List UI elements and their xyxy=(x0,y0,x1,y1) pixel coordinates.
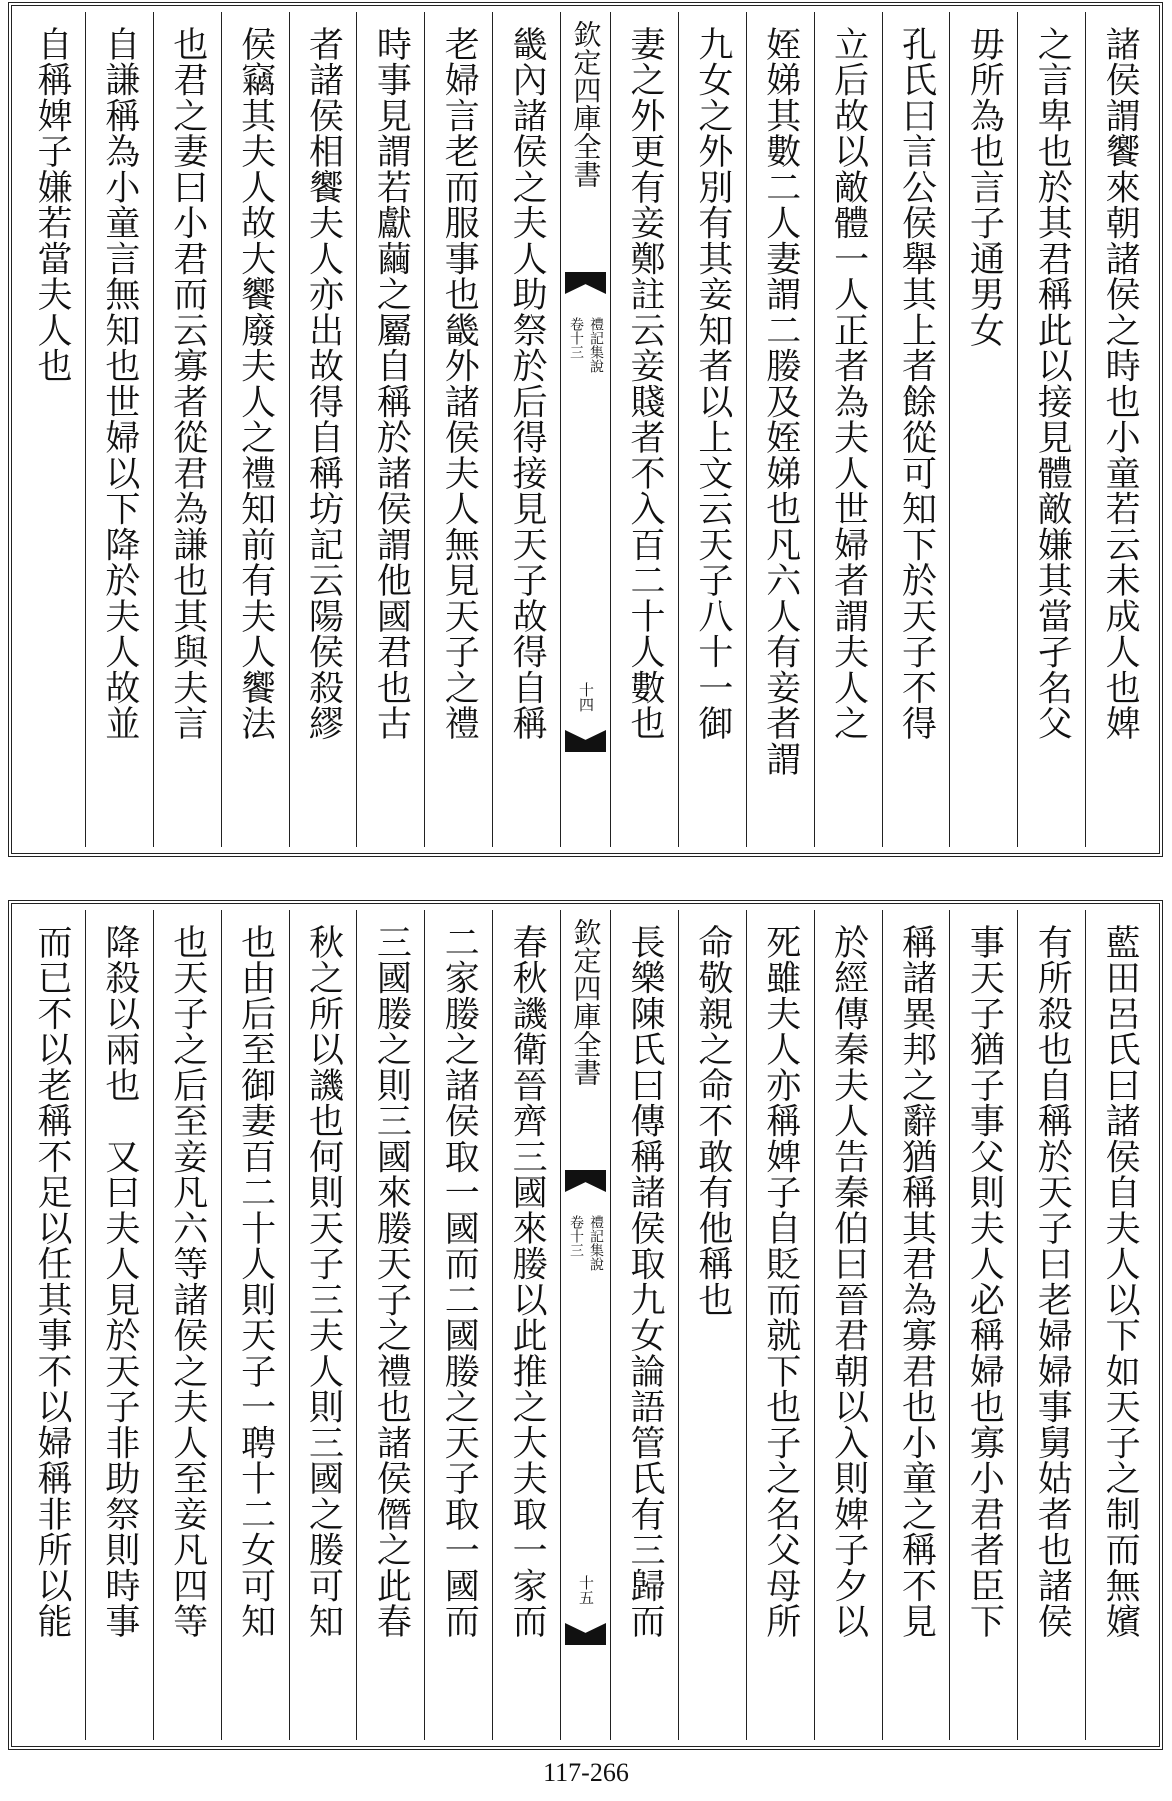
page-top xyxy=(8,2,1163,857)
text-column: 立后故以敵體一人正者為夫人世婦者謂夫人之 xyxy=(814,12,882,847)
text-column: 死雖夫人亦稱婢子自貶而就下也子之名父母所 xyxy=(746,910,814,1740)
center-gutter xyxy=(560,910,610,1740)
text-column: 降殺以兩也 又曰夫人見於天子非助祭則時事 xyxy=(85,910,153,1740)
text-column: 二家媵之諸侯取一國而二國媵之天子取一國而 xyxy=(424,910,492,1740)
text-column: 老婦言老而服事也畿外諸侯夫人無見天子之禮 xyxy=(424,12,492,847)
text-column: 三國媵之則三國來媵天子之禮也諸侯僭之此春 xyxy=(356,910,424,1740)
text-column: 也由后至御妻百二十人則天子一聘十二女可知 xyxy=(221,910,289,1740)
text-column: 姪娣其數二人妻謂二媵及姪娣也凡六人有妾者謂 xyxy=(746,12,814,847)
text-column: 之言卑也於其君稱此以接見體敵嫌其當孑名父 xyxy=(1017,12,1085,847)
text-column: 孔氏曰言公侯舉其上者餘從可知下於天子不得 xyxy=(882,12,950,847)
text-column: 長樂陳氏曰傳稱諸侯取九女論語管氏有三歸而 xyxy=(610,910,678,1740)
text-columns xyxy=(18,12,1153,847)
volume-number: 卷十三 xyxy=(568,317,584,359)
text-column: 而已不以老稱不足以任其事不以婦稱非所以能 xyxy=(31,924,72,1639)
text-column: 侯竊其夫人故大饗廢夫人之禮知前有夫人饗法 xyxy=(221,12,289,847)
text-column: 九女之外別有其妾知者以上文云天子八十一御 xyxy=(678,12,746,847)
book-name: 禮記集說 xyxy=(588,1215,604,1271)
text-column: 於經傳秦夫人告秦伯曰晉君朝以入則婢子夕以 xyxy=(814,910,882,1740)
book-name: 禮記集說 xyxy=(588,317,604,373)
gutter-title: 欽定四庫全書 xyxy=(569,918,603,1086)
page-bottom xyxy=(8,900,1163,1750)
fish-tail-mark-icon xyxy=(565,1623,606,1645)
fish-tail-mark-icon xyxy=(565,1170,606,1192)
leaf-number: 十五 xyxy=(577,1575,595,1605)
text-column: 者諸侯相饗夫人亦出故得自稱坊記云陽侯殺繆 xyxy=(289,12,357,847)
text-column: 自謙稱為小童言無知也世婦以下降於夫人故並 xyxy=(85,12,153,847)
leaf-number: 十四 xyxy=(577,682,595,712)
center-gutter xyxy=(560,12,610,847)
text-column: 也君之妻曰小君而云寡者從君為謙也其與夫言 xyxy=(153,12,221,847)
text-column: 秋之所以譏也何則天子三夫人則三國之媵可知 xyxy=(289,910,357,1740)
fish-tail-mark-icon xyxy=(565,730,606,752)
text-column: 藍田呂氏曰諸侯自夫人以下如天子之制而無嬪 xyxy=(1085,910,1153,1740)
text-column: 諸侯謂饗來朝諸侯之時也小童若云未成人也婢 xyxy=(1085,12,1153,847)
text-column: 自稱婢子嫌若當夫人也 xyxy=(31,26,72,384)
gutter-title: 欽定四庫全書 xyxy=(569,20,603,188)
text-column: 春秋譏衛晉齊三國來媵以此推之大夫取一家而 xyxy=(492,910,560,1740)
text-column: 也天子之后至妾凡六等諸侯之夫人至妾凡四等 xyxy=(153,910,221,1740)
text-column: 稱諸異邦之辭猶稱其君為寡君也小童之稱不見 xyxy=(882,910,950,1740)
text-column: 妻之外更有妾鄭註云妾賤者不入百二十人數也 xyxy=(610,12,678,847)
text-column: 毋所為也言子通男女 xyxy=(949,12,1017,847)
fish-tail-mark-icon xyxy=(565,272,606,294)
text-column: 事天子猶子事父則夫人必稱婦也寡小君者臣下 xyxy=(949,910,1017,1740)
text-column: 有所殺也自稱於天子曰老婦婦事舅姑者也諸侯 xyxy=(1017,910,1085,1740)
page-footer-number: 117-266 xyxy=(543,1758,629,1787)
text-column: 命敬親之命不敢有他稱也 xyxy=(678,910,746,1740)
text-column: 畿內諸侯之夫人助祭於后得接見天子故得自稱 xyxy=(492,12,560,847)
text-columns xyxy=(18,910,1153,1740)
text-column: 時事見謂若獻繭之屬自稱於諸侯謂他國君也古 xyxy=(356,12,424,847)
volume-number: 卷十三 xyxy=(568,1215,584,1257)
